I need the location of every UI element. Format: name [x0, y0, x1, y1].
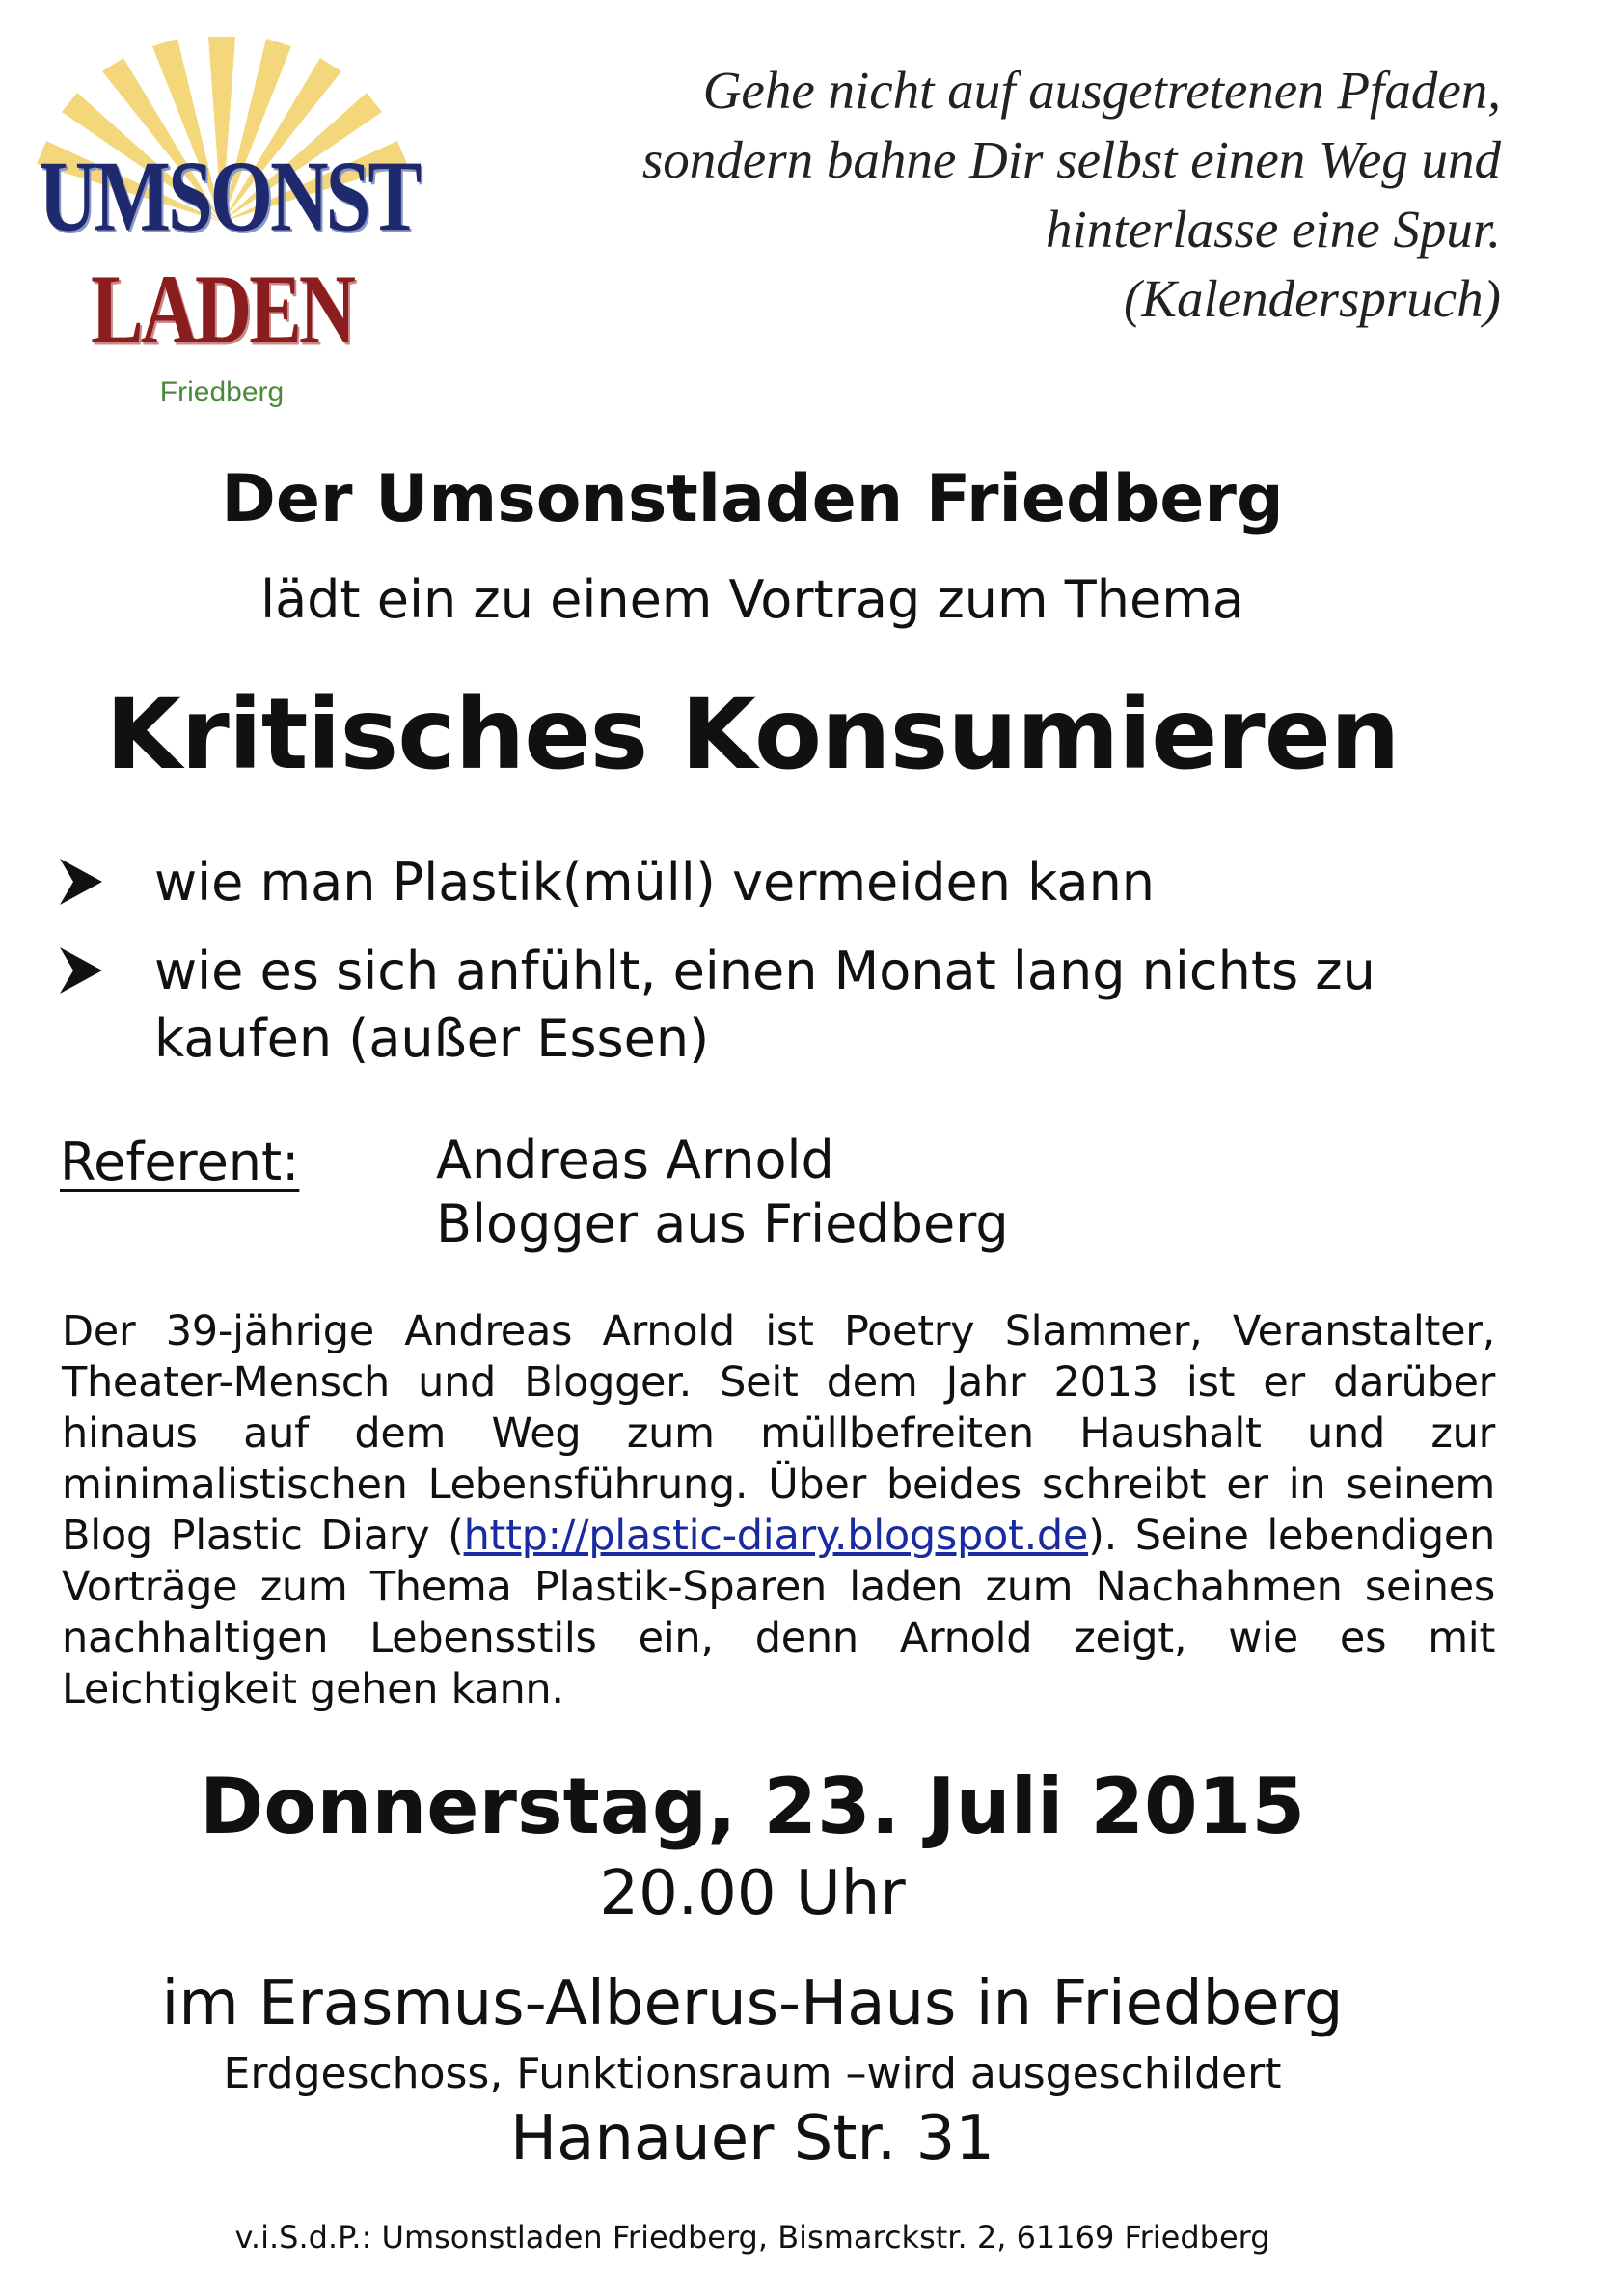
imprint-line: v.i.S.d.P.: Umsonstladen Friedberg, Bismarckstr. 2, 61169 Friedberg: [234, 2219, 1270, 2255]
event-time: 20.00 Uhr: [599, 1858, 906, 1929]
umsonstladen-logo: [29, 29, 420, 415]
speaker-role: Blogger aus Friedberg: [436, 1193, 1009, 1254]
quote-line: hinterlasse eine Spur.: [1045, 200, 1501, 259]
logo-umsonst-text: UMSONST: [39, 140, 420, 253]
quote-line: Gehe nicht auf ausgetretenen Pfaden,: [702, 61, 1501, 120]
event-room: Erdgeschoss, Funktionsraum –wird ausgeschildert: [223, 2049, 1282, 2098]
bullet-text: wie es sich anfühlt, einen Monat lang nichts zu kaufen (außer Essen): [154, 941, 1375, 1069]
list-item: [58, 849, 1447, 916]
arrow-bullet-icon: [58, 853, 104, 911]
speaker-info: [436, 1129, 1009, 1256]
speaker-bio: [62, 1306, 1495, 1715]
speaker-name: Andreas Arnold: [436, 1130, 834, 1190]
topic-bullet-list: [58, 849, 1447, 1094]
calendar-quote: [575, 56, 1501, 334]
bullet-text: wie man Plastik(müll) vermeiden kann: [154, 852, 1156, 913]
logo-city-text: Friedberg: [159, 376, 285, 408]
invite-line: lädt ein zu einem Vortrag zum Thema: [260, 569, 1244, 630]
organizer-title: Der Umsonstladen Friedberg: [221, 461, 1284, 537]
speaker-label: Referent:: [60, 1132, 300, 1192]
arrow-bullet-icon: [58, 942, 104, 999]
event-address: Hanauer Str. 31: [510, 2103, 994, 2174]
bio-text: ). Seine lebendigen Vorträge zum Thema Plastik-Sparen laden zum Nachahmen seines nachhaltigen Lebensstils ein, denn Arnold zeigt, wie es mit Leichtigkeit gehen kann.: [62, 1512, 1495, 1713]
blog-link[interactable]: http://plastic-diary.blogspot.de: [463, 1512, 1089, 1560]
event-venue: im Erasmus-Alberus-Haus in Friedberg: [161, 1968, 1344, 2039]
quote-source: (Kalenderspruch): [1123, 269, 1501, 328]
logo-laden-text: LADEN: [90, 254, 354, 365]
talk-topic: Kritisches Konsumieren: [105, 677, 1400, 792]
list-item: [58, 938, 1447, 1073]
quote-line: sondern bahne Dir selbst einen Weg und: [641, 130, 1501, 189]
event-date: Donnerstag, 23. Juli 2015: [200, 1762, 1305, 1851]
bio-text: Der 39-jährige Andreas Arnold ist Poetry Slammer, Veranstalter, Theater-Mensch und Blogger. Seit dem Jahr 2013 ist er darüber hinaus auf dem Weg zum müllbefreiten Haushalt und zur minimalistischen Lebensführung. Über beides schreibt er in seinem Blog Plastic Diary (: [62, 1307, 1495, 1560]
